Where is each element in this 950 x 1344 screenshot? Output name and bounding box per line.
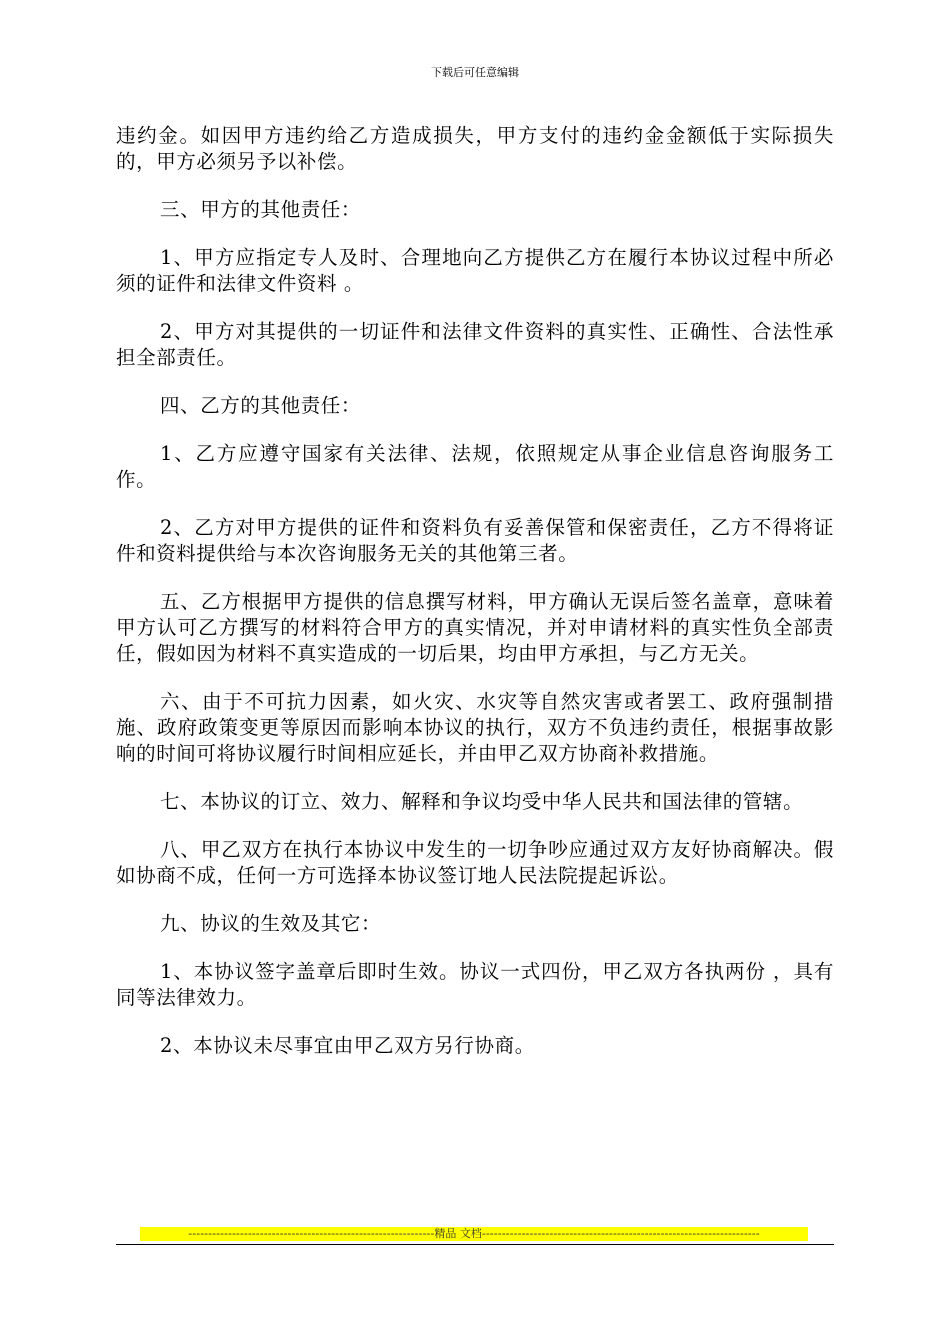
paragraph-section-8-disputes: 八、甲乙双方在执行本协议中发生的一切争吵应通过双方友好协商解决。假如协商不成，任何一方可选择本协议签订地人民法院提起诉讼。 bbox=[116, 838, 834, 887]
section-heading-effectiveness: 九、协议的生效及其它： bbox=[160, 912, 382, 935]
page-header: 下载后可任意编辑 bbox=[431, 66, 519, 79]
section-heading-party-b-responsibilities: 四、乙方的其他责任： bbox=[160, 394, 362, 417]
paragraph-party-a-item-1: 1、甲方应指定专人及时、合理地向乙方提供乙方在履行本协议过程中所必须的证件和法律文件资料 。 bbox=[116, 246, 834, 295]
paragraph-party-a-item-2: 2、甲方对其提供的一切证件和法律文件资料的真实性、正确性、合法性承担全部责任。 bbox=[116, 320, 834, 369]
paragraph-effectiveness-item-2: 2、本协议未尽事宜由甲乙双方另行协商。 bbox=[160, 1034, 535, 1057]
paragraph-effectiveness-item-1: 1、本协议签字盖章后即时生效。协议一式四份，甲乙双方各执两份 ，具有同等法律效力。 bbox=[116, 960, 834, 1009]
footer-banner: --------------------------------------------------------------精品 文档---------------------------------------------------------------------- bbox=[140, 1227, 808, 1241]
document-body bbox=[116, 123, 834, 1081]
footer-divider bbox=[116, 1244, 834, 1245]
paragraph-party-b-item-2: 2、乙方对甲方提供的证件和资料负有妥善保管和保密责任，乙方不得将证件和资料提供给与本次咨询服务无关的其他第三者。 bbox=[116, 516, 834, 565]
paragraph-penalty-continued: 违约金。如因甲方违约给乙方造成损失，甲方支付的违约金金额低于实际损失的，甲方必须另予以补偿。 bbox=[116, 124, 834, 173]
paragraph-section-7-governing-law: 七、本协议的订立、效力、解释和争议均受中华人民共和国法律的管辖。 bbox=[160, 790, 804, 813]
paragraph-section-6-force-majeure: 六、由于不可抗力因素，如火灾、水灾等自然灾害或者罢工、政府强制措施、政府政策变更等原因而影响本协议的执行，双方不负违约责任，根据事故影响的时间可将协议履行时间相应延长，并由甲乙双方协商补救措施。 bbox=[116, 690, 834, 765]
paragraph-section-5: 五、乙方根据甲方提供的信息撰写材料，甲方确认无误后签名盖章，意味着甲方认可乙方撰写的材料符合甲方的真实情况，并对申请材料的真实性负全部责任，假如因为材料不真实造成的一切后果，均由甲方承担，与乙方无关。 bbox=[116, 590, 834, 665]
paragraph-party-b-item-1: 1、乙方应遵守国家有关法律、法规，依照规定从事企业信息咨询服务工作。 bbox=[116, 442, 834, 491]
section-heading-party-a-responsibilities: 三、甲方的其他责任： bbox=[160, 198, 362, 221]
